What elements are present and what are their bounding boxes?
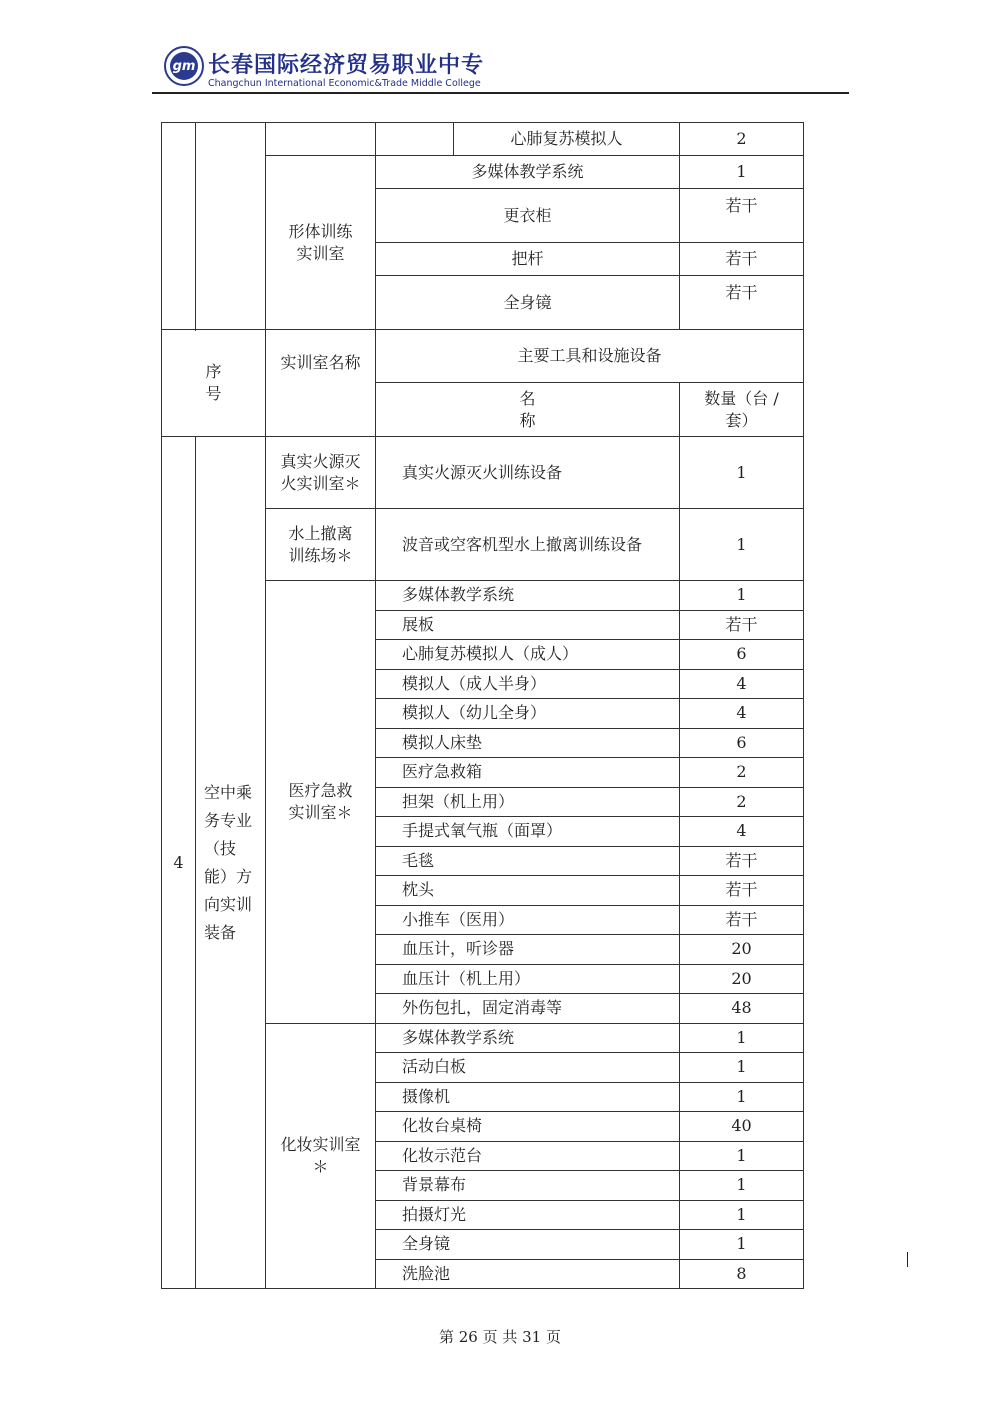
item-qty: 2 xyxy=(680,758,804,788)
item-qty: 1 xyxy=(680,581,804,611)
section-category: 空中乘务专业（技能）方向实训装备 xyxy=(196,437,266,1289)
item-name: 真实火源灭火训练设备 xyxy=(376,437,680,509)
room-name: 化妆实训室＊ xyxy=(266,1023,376,1289)
table-header-row xyxy=(162,330,804,383)
item-name: 多媒体教学系统 xyxy=(376,156,680,189)
header-main: 主要工具和设施设备 xyxy=(376,330,804,383)
item-qty: 6 xyxy=(680,728,804,758)
item-qty: 若干 xyxy=(680,876,804,906)
item-qty: 2 xyxy=(680,787,804,817)
header-name: 名称 xyxy=(376,383,680,437)
item-qty: 1 xyxy=(680,1023,804,1053)
item-qty: 20 xyxy=(680,935,804,965)
item-name: 化妆示范台 xyxy=(376,1141,680,1171)
item-name: 拍摄灯光 xyxy=(376,1200,680,1230)
room-name: 医疗急救实训室＊ xyxy=(266,581,376,1024)
item-qty: 20 xyxy=(680,964,804,994)
table-row xyxy=(162,123,804,156)
item-name: 更衣柜 xyxy=(376,189,680,243)
item-qty: 1 xyxy=(680,1200,804,1230)
item-qty: 若干 xyxy=(680,610,804,640)
item-name: 手提式氧气瓶（面罩） xyxy=(376,817,680,847)
item-name: 毛毯 xyxy=(376,846,680,876)
header-qty: 数量（台 / 套） xyxy=(680,383,804,437)
cont-blank-cell xyxy=(376,123,454,156)
item-name: 全身镜 xyxy=(376,1230,680,1260)
item-qty: 1 xyxy=(680,156,804,189)
logo-mark: gm xyxy=(170,52,198,80)
item-name: 医疗急救箱 xyxy=(376,758,680,788)
item-name: 摄像机 xyxy=(376,1082,680,1112)
equipment-table xyxy=(161,122,804,1289)
item-qty: 若干 xyxy=(680,189,804,243)
item-name: 活动白板 xyxy=(376,1053,680,1083)
item-name: 血压计，听诊器 xyxy=(376,935,680,965)
item-qty: 若干 xyxy=(680,846,804,876)
item-name: 模拟人床垫 xyxy=(376,728,680,758)
item-qty: 1 xyxy=(680,1141,804,1171)
item-name: 洗脸池 xyxy=(376,1259,680,1289)
item-qty: 40 xyxy=(680,1112,804,1142)
item-qty: 若干 xyxy=(680,276,804,330)
item-qty: 1 xyxy=(680,509,804,581)
school-name-en: Changchun International Economic&Trade Middle College xyxy=(208,78,481,89)
item-qty: 若干 xyxy=(680,243,804,276)
item-name: 背景幕布 xyxy=(376,1171,680,1201)
item-name: 展板 xyxy=(376,610,680,640)
item-qty: 2 xyxy=(680,123,804,156)
item-name: 全身镜 xyxy=(376,276,680,330)
margin-mark xyxy=(907,1252,908,1267)
item-qty: 1 xyxy=(680,437,804,509)
page-header xyxy=(152,42,849,94)
item-name: 模拟人（幼儿全身） xyxy=(376,699,680,729)
item-qty: 1 xyxy=(680,1082,804,1112)
item-qty: 6 xyxy=(680,640,804,670)
header-rule xyxy=(152,92,849,94)
cont-room-cell xyxy=(266,123,376,156)
cont-seq-cell xyxy=(162,123,196,330)
section-seq: 4 xyxy=(162,437,196,1289)
header-room: 实训室名称 xyxy=(266,330,376,437)
item-name: 模拟人（成人半身） xyxy=(376,669,680,699)
item-name: 波音或空客机型水上撤离训练设备 xyxy=(376,509,680,581)
item-qty: 8 xyxy=(680,1259,804,1289)
room-name: 真实火源灭火实训室＊ xyxy=(266,437,376,509)
page-footer: 第 26 页 共 31 页 xyxy=(438,1328,561,1346)
item-qty: 4 xyxy=(680,699,804,729)
item-name: 小推车（医用） xyxy=(376,905,680,935)
item-name: 多媒体教学系统 xyxy=(376,1023,680,1053)
item-name: 担架（机上用） xyxy=(376,787,680,817)
school-logo xyxy=(164,46,204,86)
room-name: 水上撤离训练场＊ xyxy=(266,509,376,581)
item-qty: 1 xyxy=(680,1171,804,1201)
item-name: 枕头 xyxy=(376,876,680,906)
item-name: 把杆 xyxy=(376,243,680,276)
item-qty: 48 xyxy=(680,994,804,1024)
table-row xyxy=(162,437,804,509)
school-name-cn: 长春国际经济贸易职业中专 xyxy=(208,53,485,78)
item-name: 化妆台桌椅 xyxy=(376,1112,680,1142)
item-qty: 4 xyxy=(680,817,804,847)
item-qty: 1 xyxy=(680,1053,804,1083)
item-name: 心肺复苏模拟人（成人） xyxy=(376,640,680,670)
room-name: 形体训练实训室 xyxy=(266,156,376,330)
item-qty: 若干 xyxy=(680,905,804,935)
cont-category-cell xyxy=(196,123,266,330)
item-name: 血压计（机上用） xyxy=(376,964,680,994)
header-seq: 序号 xyxy=(162,330,266,437)
item-name: 心肺复苏模拟人 xyxy=(454,123,680,156)
item-qty: 1 xyxy=(680,1230,804,1260)
item-name: 多媒体教学系统 xyxy=(376,581,680,611)
item-name: 外伤包扎，固定消毒等 xyxy=(376,994,680,1024)
item-qty: 4 xyxy=(680,669,804,699)
